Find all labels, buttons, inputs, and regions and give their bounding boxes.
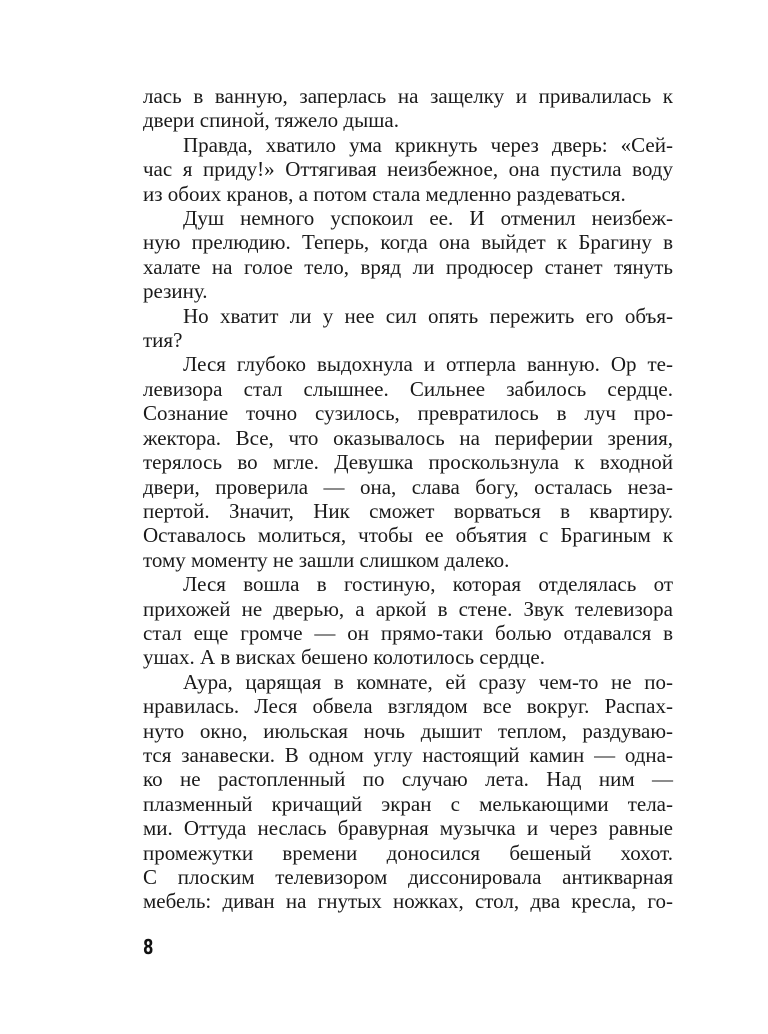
text-line: час я приду!» Оттягивая неизбежное, она пустила воду [143, 157, 673, 182]
text-line: жектора. Все, что оказывалось на периферии зрения, [143, 425, 673, 450]
text-line: Душ немного успокоил ее. И отменил неизбеж- [183, 206, 673, 231]
paragraph-6 [143, 572, 673, 670]
text-line: Леся вошла в гостиную, которая отделялась от [183, 572, 673, 597]
text-line: лась в ванную, заперлась на защелку и привалилась к [143, 84, 673, 108]
text-line: нравилась. Леся обвела взглядом все вокруг. Распах- [143, 694, 673, 719]
paragraph-2 [143, 133, 673, 206]
text-line: пертой. Значит, Ник сможет ворваться в квартиру. [143, 498, 673, 523]
text-line: плазменный кричащий экран с мелькающими тела- [143, 791, 673, 816]
text-line: нуто окно, июльская ночь дышит теплом, раздуваю- [143, 718, 673, 743]
text-line: тся занавески. В одном углу настоящий камин — одна- [143, 742, 673, 767]
paragraph-3 [143, 206, 673, 304]
text-line: промежутки времени доносился бешеный хохот. [143, 840, 673, 865]
text-line: ную прелюдию. Теперь, когда она выйдет к Брагину в [143, 230, 673, 255]
text-line: двери, проверила — она, слава богу, осталась неза- [143, 474, 673, 499]
text-line: ушах. А в висках бешено колотилось сердце. [143, 645, 545, 670]
text-line: Сознание точно сузилось, превратилось в луч про- [143, 401, 673, 426]
text-line: из обоих кранов, а потом стала медленно раздеваться. [143, 181, 626, 206]
text-line: тому моменту не зашли слишком далеко. [143, 547, 510, 572]
text-line: мебель: диван на гнутых ножках, стол, два кресла, го- [143, 889, 673, 914]
text-line: Аура, царящая в комнате, ей сразу чем-то не по- [183, 669, 673, 694]
paragraph-1 [143, 84, 673, 133]
text-line: Правда, хватило ума крикнуть через дверь: «Сей- [183, 132, 673, 157]
text-line: двери спиной, тяжело дыша. [143, 108, 399, 133]
text-line: тия? [143, 328, 183, 353]
text-line: С плоским телевизором диссонировала антикварная [143, 865, 673, 889]
page-body [143, 84, 673, 914]
paragraph-5 [143, 352, 673, 572]
text-line: резину. [143, 279, 208, 304]
text-line: Оставалось молиться, чтобы ее объятия с Брагиным к [143, 523, 673, 548]
text-line: халате на голое тело, вряд ли продюсер станет тянуть [143, 254, 673, 279]
paragraph-4 [143, 304, 673, 353]
page-number: 8 [143, 935, 154, 959]
text-line: Но хватит ли у нее сил опять пережить его объя- [183, 303, 673, 328]
text-line: левизора стал слышнее. Сильнее забилось сердце. [143, 376, 673, 401]
text-line: Леся глубоко выдохнула и отперла ванную. Ор те- [183, 352, 673, 377]
paragraph-7 [143, 670, 673, 914]
text-line: прихожей не дверью, а аркой в стене. Звук телевизора [143, 596, 673, 621]
text-line: терялось во мгле. Девушка проскользнула к входной [143, 450, 673, 475]
text-line: стал еще громче — он прямо-таки болью отдавался в [143, 620, 673, 645]
text-line: ми. Оттуда неслась бравурная музычка и через равные [143, 816, 673, 841]
text-line: ко не растопленный по случаю лета. Над ним — [143, 767, 673, 792]
